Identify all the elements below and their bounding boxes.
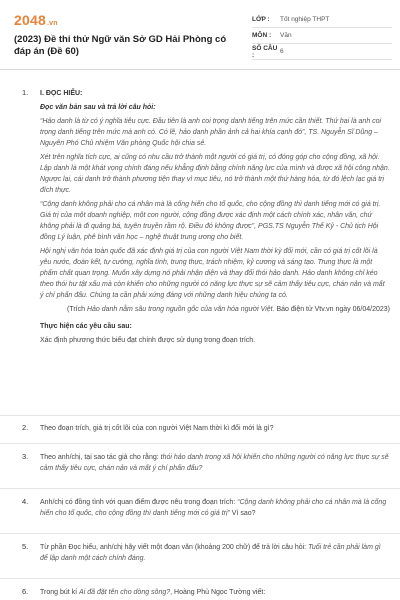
question-prefix: Theo anh/chị, tại sao tác giả cho rằng: [40,454,161,461]
meta-value: Văn [280,32,292,39]
passage-paragraph: “Cộng danh không phải cho cá nhân mà là cống hiến cho tổ quốc, cho cộng đồng thì danh tiếng mới có giá trị. Giá trị của một doanh nghiệp, một con người, cộng đồng được xác định một cách chính xác, nhân văn, chứ không phải là đi quảng bá, tuyên truyền rầm rộ. Điều đó không được”, PGS.TS Nguyễn Thế Kỷ - Chủ tịch Hội đồng Lý luận, phê bình văn học – nghệ thuật trung ương cho biết. [40,201,381,241]
question-prefix: Anh/chị có đồng tình với quan điểm được nêu trong đoạn trích: [40,499,238,506]
meta-row-count [252,44,392,60]
meta-value: 6 [280,48,284,55]
requirement-label: Thực hiện các yêu cầu sau: [40,323,132,330]
site-logo[interactable] [14,12,58,28]
question-number: 4. [22,497,29,506]
question-4 [22,497,392,527]
header [0,0,400,70]
question-quote: Ai đã đặt tên cho dòng sông? [79,589,171,596]
question-body [40,88,390,349]
source-title: Hảo danh nằm sâu trong nguồn gốc của văn hóa người Việt. [86,306,275,313]
question-number: 1. [22,88,29,97]
meta-key: LỚP : [252,16,270,23]
question-text: Theo đoạn trích, giá trị cốt lõi của con người Việt Nam thời kì đổi mới là gì? [40,425,274,432]
section-heading: I. ĐỌC HIỂU: [40,90,83,97]
divider [0,415,400,416]
question-prefix: Trong bút kí [40,589,80,596]
question-text [40,497,390,519]
question-5 [22,542,392,572]
logo-main: 2048 [14,12,46,28]
divider [0,578,400,579]
question-suffix: Vì sao? [229,510,256,517]
divider [0,488,400,489]
question-prefix: Từ phần Đọc hiểu, anh/chị hãy viết một đoạn văn (khoảng 200 chữ) để trả lời câu hỏi: [40,544,309,551]
question-text [40,587,390,598]
source-prefix: (Trích [67,306,87,313]
question-quote: Tuổi trẻ cần phải làm gì để lập danh một cách chính đáng. [40,544,381,562]
passage-paragraph: Xét trên nghĩa tích cực, ai cũng có nhu cầu trở thành một người có giá trị, có đóng góp cho cộng đồng, xã hội. Lập danh là một khát vọng chính đáng nếu khẳng định bằng chính năng lực của mình và được xã hội công nhận. Ngược lại, cái danh trở thành phương tiện thay vì mục tiêu, nó trở thành một thứ hàng hóa, từ đó lệch lạc giá trị đích thực. [40,154,390,194]
question-text [40,452,390,474]
question-suffix: , Hoàng Phủ Ngọc Tường viết: [170,589,266,596]
question-quote: thói hảo danh trong xã hội khiến cho những người có năng lực thực sự sẽ cảm thấy tiêu cực, chán nản và mất ý chí phấn đấu? [40,454,389,472]
task-text: Xác định phương thức biểu đạt chính được sử dụng trong đoạn trích. [40,337,256,344]
question-6 [22,587,392,600]
question-number: 2. [22,423,29,432]
question-1 [22,88,392,413]
instruction: Đọc văn bản sau và trả lời câu hỏi: [40,104,156,111]
question-3 [22,452,392,482]
divider [0,533,400,534]
question-text [40,542,390,564]
passage-paragraph: Hội nghị văn hóa toàn quốc đã xác định giá trị của con người Việt Nam thời kỳ đổi mới, cần có giá trị cốt lõi là yêu nước, đoàn kết, tự cường, nghĩa tình, trung thực, trách nhiệm, kỷ cương và sáng tạo. Trung thực là một phẩm chất quan trọng. Muốn xây dựng nó phải nhận diện và thay đổi thói hảo danh. Hảo danh không chỉ kéo theo thói hư tật xấu mà còn khiến cho những người có năng lực thực sự sẽ cảm thấy tiêu cực, chán nản và mất ý chí phấn đấu. Chúng ta cần phải xứng đáng với những danh hiệu chúng ta có. [40,248,385,299]
meta-value: Tốt nghiệp THPT [280,16,330,23]
question-quote: “Cộng danh không phải cho cá nhân mà là cống hiến cho tổ quốc, cho cộng đồng thì danh tiếng mới có giá trị” [40,499,387,517]
logo-suffix: .vn [46,20,58,27]
meta-row-subject [252,28,392,44]
meta-key: SỐ CÂU : [252,44,278,59]
meta-key: MÔN : [252,32,272,39]
source-citation [40,304,390,315]
meta-row-class [252,12,392,28]
question-number: 5. [22,542,29,551]
passage-paragraph: “Hảo danh là từ có ý nghĩa tiêu cực. Đầu tiên là anh coi trọng danh tiếng trên mức cần thiết. Thứ hai là anh coi trọng danh tiếng trên mức mà anh có. Có lẽ, hảo danh phần ảnh cả hai khía cạnh đó”, TS. Nguyễn Sĩ Dũng – Nguyên Phó Chủ nhiệm Văn phòng Quốc hội chia sẻ. [40,118,382,147]
question-2 [22,423,392,445]
page-title: (2023) Đề thi thử Ngữ văn Sở GD Hải Phòng có đáp án (Đề 60) [14,34,227,57]
question-number: 3. [22,452,29,461]
divider [0,443,400,444]
question-number: 6. [22,587,29,596]
source-suffix: Báo điện tử Vtv.vn ngày 06/04/2023) [274,306,390,313]
exam-meta [252,12,392,60]
